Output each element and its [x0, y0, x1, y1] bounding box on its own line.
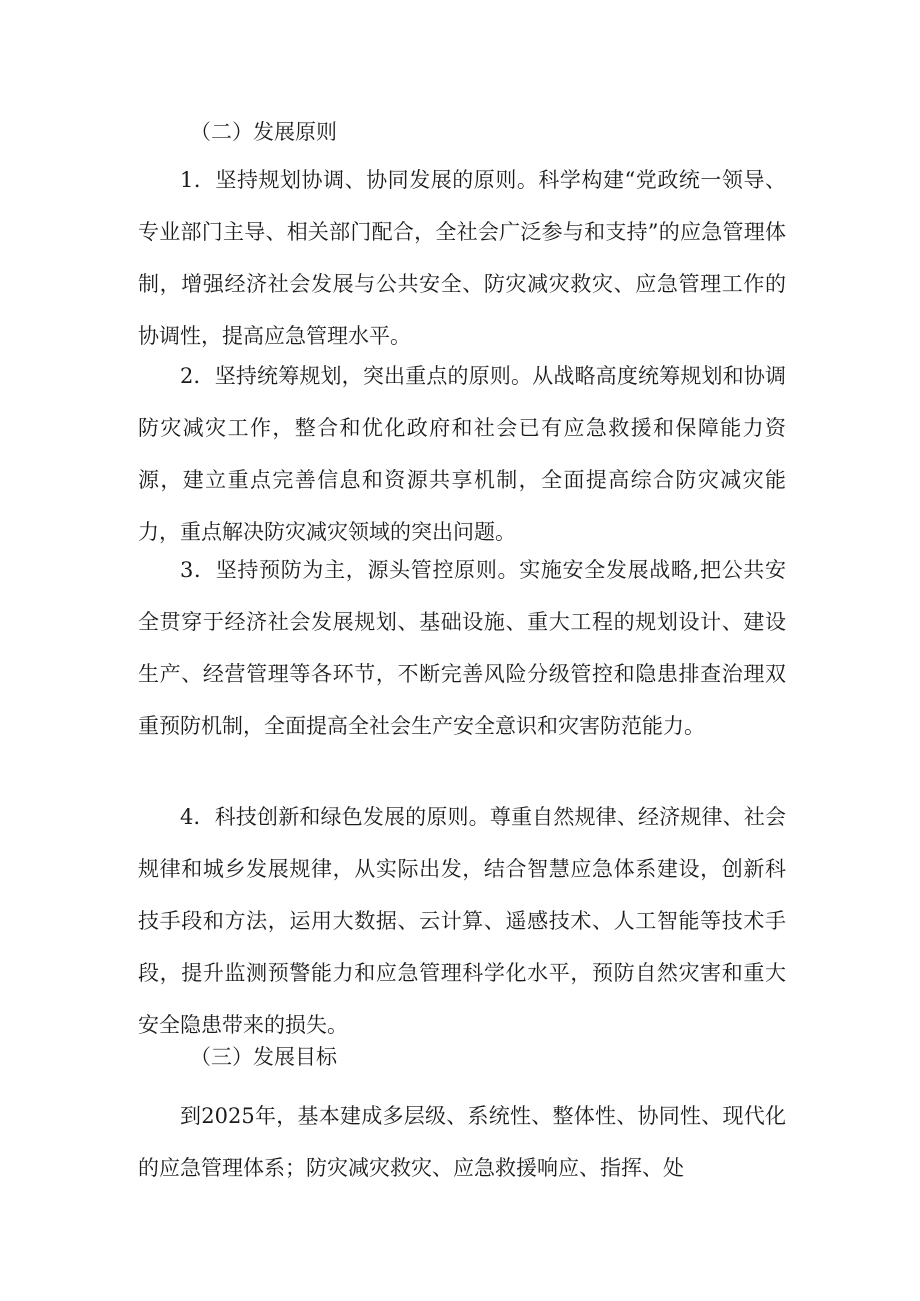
principle-paragraph-1: 1．坚持规划协调、协同发展的原则。科学构建“党政统一领导、专业部门主导、相关部门配合，全社会广泛参与和支持”的应急管理体制，增强经济社会发展与公共安全、防灾减灾救灾、应急管理工作的协调性，提高应急管理水平。: [138, 168, 786, 348]
section-heading-principles: （二）发展原则: [190, 120, 337, 144]
principle-paragraph-2: 2．坚持统筹规划，突出重点的原则。从战略高度统筹规划和协调防灾减灾工作，整合和优化政府和社会已有应急救援和保障能力资源，建立重点完善信息和资源共享机制，全面提高综合防灾减灾能力，重点解决防灾减灾领域的突出问题。: [138, 364, 786, 544]
section-heading-goals: （三）发展目标: [190, 1045, 337, 1069]
principle-paragraph-3: 3．坚持预防为主，源头管控原则。实施安全发展战略,把公共安全贯穿于经济社会发展规划、基础设施、重大工程的规划设计、建设生产、经营管理等各环节，不断完善风险分级管控和隐患排查治理双重预防机制，全面提高全社会生产安全意识和灾害防范能力。: [138, 558, 786, 738]
principle-paragraph-4: 4．科技创新和绿色发展的原则。尊重自然规律、经济规律、社会规律和城乡发展规律，从实际出发，结合智慧应急体系建设，创新科技手段和方法，运用大数据、云计算、遥感技术、人工智能等技术手段，提升监测预警能力和应急管理科学化水平，预防自然灾害和重大安全隐患带来的损失。: [138, 805, 786, 1037]
goals-paragraph: 到2025年，基本建成多层级、系统性、整体性、协同性、现代化的应急管理体系；防灾减灾救灾、应急救援响应、指挥、处: [138, 1104, 786, 1180]
